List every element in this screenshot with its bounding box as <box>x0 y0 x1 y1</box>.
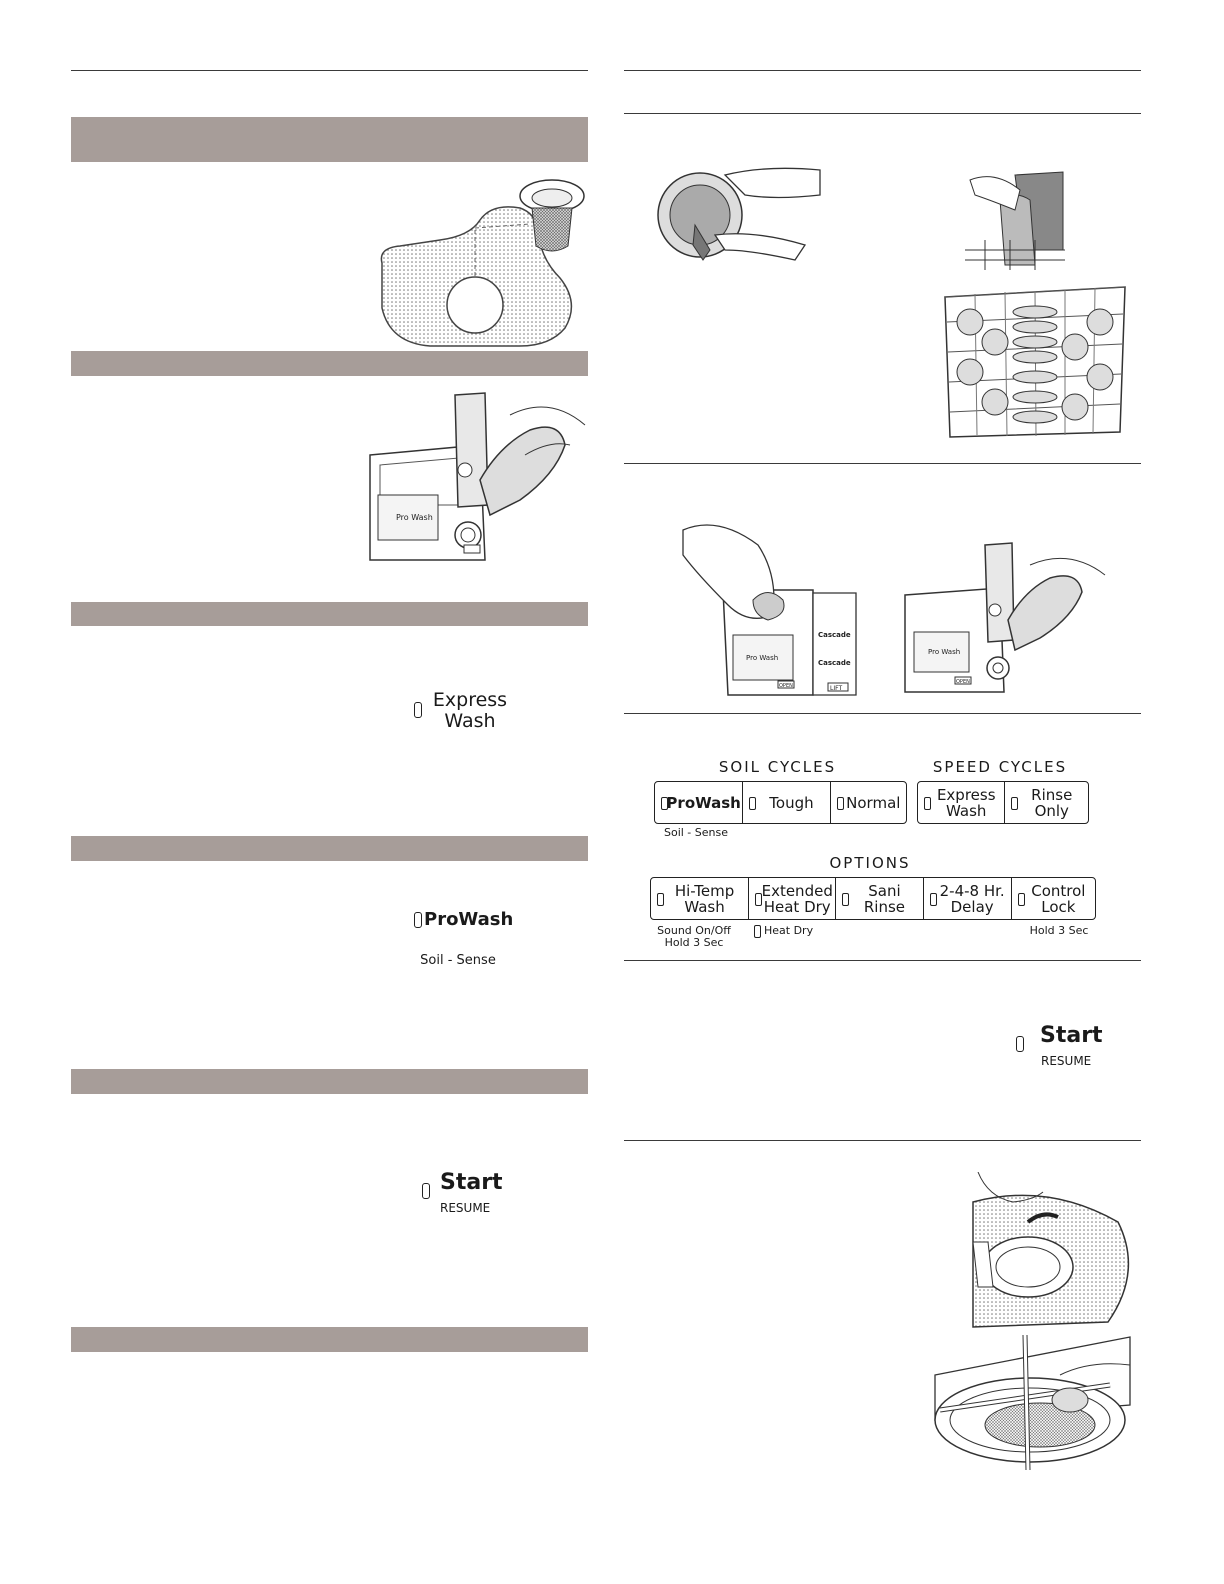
prowash-cycle-button[interactable] <box>655 782 743 823</box>
indicator-light <box>1011 797 1018 810</box>
section-rule <box>624 960 1141 961</box>
top-rule-left <box>71 70 588 71</box>
cascade-logo-text: Cascade <box>818 659 851 667</box>
rinse-aid-dispenser-illustration <box>360 385 588 575</box>
options-title: OPTIONS <box>829 854 911 872</box>
speed-cycles-title: SPEED CYCLES <box>932 758 1068 776</box>
button-label: Rinse Only <box>1031 785 1073 820</box>
indicator-light <box>930 893 937 906</box>
start-indicator-light <box>1016 1036 1024 1052</box>
rinse-only-cycle-button[interactable] <box>1005 782 1088 823</box>
start-button[interactable]: Start <box>1040 1023 1103 1048</box>
indicator-light <box>842 893 849 906</box>
resume-label: RESUME <box>440 1201 491 1215</box>
button-label: Hi-Temp Wash <box>674 881 735 916</box>
section-header-band <box>71 117 588 162</box>
section-header-band <box>71 1069 588 1094</box>
dispenser-display-text: Pro Wash <box>928 648 961 656</box>
dispenser-display-text: Pro Wash <box>396 513 433 522</box>
section-header-band <box>71 602 588 626</box>
start-button[interactable]: Start <box>440 1170 503 1195</box>
section-header-band <box>71 836 588 861</box>
top-rule-right <box>624 70 1141 71</box>
heat-dry-indicator-light <box>754 925 761 938</box>
indicator-light <box>661 797 668 810</box>
open-label: OPEN <box>956 679 970 685</box>
hold-3-sec-note: Hold 3 Sec <box>1029 924 1089 937</box>
button-label: Tough <box>769 793 814 812</box>
soil-sense-label: Soil - Sense <box>420 953 496 968</box>
open-label: OPEN <box>779 683 793 689</box>
button-label: Sani Rinse <box>863 881 905 916</box>
button-label: Control Lock <box>1031 881 1086 916</box>
hi-temp-wash-button[interactable] <box>651 878 749 919</box>
indicator-light <box>837 797 844 810</box>
section-header-band <box>71 1327 588 1352</box>
filter-illustration <box>370 168 592 350</box>
section-rule <box>624 113 1141 114</box>
indicator-light <box>749 797 756 810</box>
cascade-logo-text: Cascade <box>818 631 851 639</box>
button-label: Extended Heat Dry <box>761 881 833 916</box>
sound-on-off-note: Sound On/Off Hold 3 Sec <box>657 924 731 949</box>
tough-cycle-button[interactable] <box>743 782 830 823</box>
section-rule <box>624 713 1141 714</box>
resume-label: RESUME <box>1041 1054 1092 1068</box>
button-label: Express Wash <box>936 785 996 820</box>
heat-dry-note: Heat Dry <box>764 924 814 937</box>
indicator-light <box>924 797 931 810</box>
sani-rinse-button[interactable] <box>836 878 923 919</box>
button-label: ProWash <box>666 793 741 812</box>
start-indicator-light <box>422 1183 430 1199</box>
section-rule <box>624 463 1141 464</box>
lift-label: LIFT <box>830 685 843 692</box>
options-group <box>650 877 1096 920</box>
soil-sense-note: Soil - Sense <box>663 826 728 839</box>
filter-removal-illustration <box>958 1172 1138 1330</box>
control-lock-button[interactable] <box>1012 878 1095 919</box>
scrape-plate-illustration <box>655 165 825 275</box>
normal-cycle-button[interactable] <box>831 782 906 823</box>
speed-cycles-group <box>917 781 1089 824</box>
button-label: 2-4-8 Hr. Delay <box>939 881 1005 916</box>
load-glasses-illustration <box>965 170 1065 270</box>
section-rule <box>624 1140 1141 1141</box>
delay-button[interactable] <box>924 878 1012 919</box>
detergent-pod-illustration <box>678 515 858 700</box>
prowash-button[interactable]: ProWash <box>424 909 514 930</box>
button-label: Normal <box>846 793 901 812</box>
section-header-band <box>71 351 588 376</box>
extended-heat-dry-button[interactable] <box>749 878 836 919</box>
express-wash-indicator-light <box>414 702 422 718</box>
spray-arm-illustration <box>930 1335 1135 1475</box>
express-wash-button[interactable]: Express Wash <box>432 689 508 732</box>
dispenser-display-text: Pro Wash <box>746 654 779 662</box>
rinse-aid-illustration <box>900 540 1110 698</box>
dish-rack-illustration <box>935 282 1135 447</box>
prowash-indicator-light <box>414 912 422 928</box>
soil-cycles-title: SOIL CYCLES <box>718 758 837 776</box>
indicator-light <box>657 893 664 906</box>
soil-cycles-group <box>654 781 907 824</box>
express-wash-cycle-button[interactable] <box>918 782 1005 823</box>
indicator-light <box>755 893 762 906</box>
indicator-light <box>1018 893 1025 906</box>
